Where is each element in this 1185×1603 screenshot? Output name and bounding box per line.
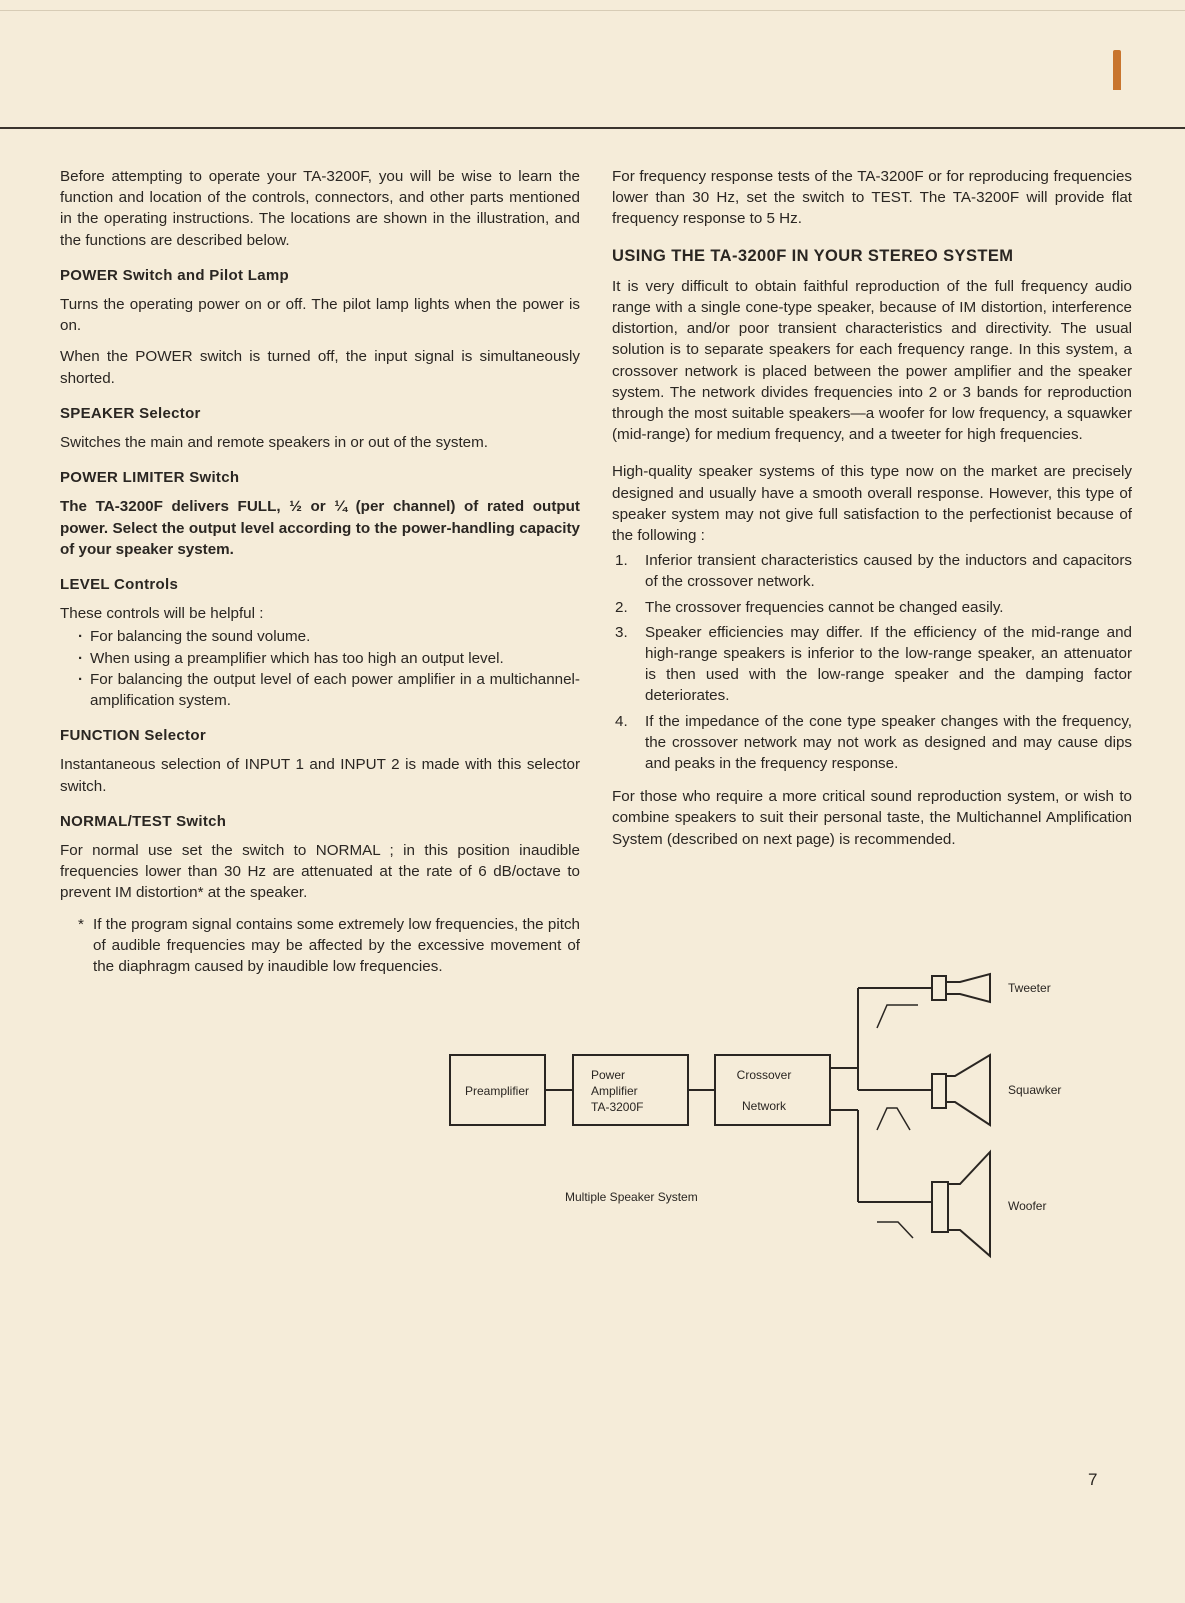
list-item: 2. The crossover frequencies cannot be changed easily.: [615, 598, 1004, 616]
power-switch-heading: POWER Switch and Pilot Lamp: [60, 266, 289, 284]
list-item: 4. If the impedance of the cone type speaker changes with the frequency, the crossover network may not work as designed and may cause dips and peaks in the frequency response.: [615, 712, 1132, 773]
woofer-symbol: [932, 1182, 948, 1232]
list-item: · For balancing the sound volume.: [78, 626, 580, 647]
page-number: 7: [1088, 1470, 1098, 1489]
normal-test-heading: NORMAL/TEST Switch: [60, 812, 227, 830]
preamplifier-label: Preamplifier: [464, 1084, 530, 1098]
squawker-symbol: [932, 1074, 946, 1108]
level-controls-intro: These controls will be helpful :: [60, 605, 264, 623]
function-selector-heading: FUNCTION Selector: [60, 727, 206, 745]
normal-test-text: For normal use set the switch to NORMAL ; in this position inaudible frequencies lower than 30 Hz are attenuated at the rate of 6 dB/octave to prevent IM distortion* at the speaker.: [60, 842, 580, 902]
list-item: 1. Inferior transient characteristics caused by the inductors and capacitors of the crossover network.: [615, 552, 1132, 591]
drawbacks-list: [612, 550, 1132, 774]
power-limiter-heading: POWER LIMITER Switch: [60, 469, 240, 487]
crossover-label-1: Crossover: [736, 1068, 792, 1082]
power-amplifier-label-2: Amplifier: [591, 1084, 638, 1098]
squawker-label: Squawker: [1008, 1083, 1062, 1097]
test-paragraph: For frequency response tests of the TA-3200F or for reproducing frequencies lower than 30 Hz, set the switch to TEST. The TA-3200F will provide flat frequency response to 5 Hz.: [612, 168, 1132, 228]
low-pass-symbol: [877, 1222, 913, 1238]
power-switch-text-1: Turns the operating power on or off. The pilot lamp lights when the power is on.: [60, 296, 580, 335]
multiple-speaker-diagram: [440, 960, 1090, 1260]
stereo-system-heading: USING THE TA-3200F IN YOUR STEREO SYSTEM: [612, 246, 1014, 265]
list-item: 3. Speaker efficiencies may differ. If the efficiency of the mid-range and high-range speakers is inferior to the low-range speaker, an attenuator is then used with the low-range speaker and the damping factor deteriorates.: [615, 623, 1132, 705]
list-item: · When using a preamplifier which has too high an output level.: [78, 648, 580, 669]
footnote-text: If the program signal contains some extremely low frequencies, the pitch of audible frequencies may be affected by the excessive movement of the diaphragm caused by inaudible low frequencies.: [93, 915, 580, 976]
power-switch-text-2: When the POWER switch is turned off, the input signal is simultaneously shorted.: [60, 348, 580, 387]
band-pass-symbol: [877, 1108, 910, 1130]
left-column: [60, 166, 580, 987]
top-edge-line: [0, 10, 1185, 11]
level-controls-list: [60, 626, 580, 711]
tweeter-label: Tweeter: [1008, 981, 1051, 995]
level-controls-heading: LEVEL Controls: [60, 576, 179, 594]
power-limiter-text: The TA-3200F delivers FULL, ½ or ¼ (per channel) of rated output power. Select the output level according to the power-handling capacity of your speaker system.: [60, 498, 580, 558]
footnote-mark: *: [78, 915, 84, 933]
power-amplifier-label-3: TA-3200F: [591, 1100, 644, 1114]
speaker-selector-heading: SPEAKER Selector: [60, 404, 201, 422]
speaker-selector-text: Switches the main and remote speakers in or out of the system.: [60, 434, 488, 452]
stereo-paragraph-2: High-quality speaker systems of this type now on the market are precisely designed and usually have a smooth overall response. However, this type of speaker system may not give full satisfaction to the perfectionist because of the following :: [612, 463, 1132, 545]
recommendation-paragraph: For those who require a more critical sound reproduction system, or wish to combine speakers to suit their personal taste, the Multichannel Amplification System (described on next page) is recommended.: [612, 788, 1132, 848]
woofer-label: Woofer: [1008, 1199, 1047, 1213]
tweeter-symbol: [932, 976, 946, 1000]
intro-paragraph: Before attempting to operate your TA-3200F, you will be wise to learn the function and location of the controls, connectors, and other parts mentioned in the operating instructions. The locations are shown in the illustration, and the functions are described below.: [60, 168, 580, 249]
right-column: [612, 166, 1132, 860]
crossover-label-2: Network: [741, 1099, 787, 1113]
high-pass-symbol: [877, 1005, 918, 1028]
section-tab-marker: [1113, 50, 1121, 90]
diagram-caption: Multiple Speaker System: [565, 1190, 698, 1204]
header-rule: [0, 127, 1185, 129]
crossover-block: [715, 1055, 830, 1125]
stereo-paragraph-1: It is very difficult to obtain faithful reproduction of the full frequency audio range with a single cone-type speaker, because of IM distortion, interference distortion, and/or poor transient characteristics and directivity. The usual solution is to separate speakers for each frequency range. In this system, a crossover network is placed between the power amplifier and the speaker system. The network divides frequencies into 2 or 3 bands for reproduction through the most suitable speakers—a woofer for low frequency, a squawker (mid-range) for medium frequency, and a tweeter for high frequencies.: [612, 277, 1132, 444]
list-item: · For balancing the output level of each power amplifier in a multichannel-amplification system.: [78, 669, 580, 711]
power-amplifier-label-1: Power: [591, 1068, 626, 1082]
function-selector-text: Instantaneous selection of INPUT 1 and INPUT 2 is made with this selector switch.: [60, 756, 580, 795]
